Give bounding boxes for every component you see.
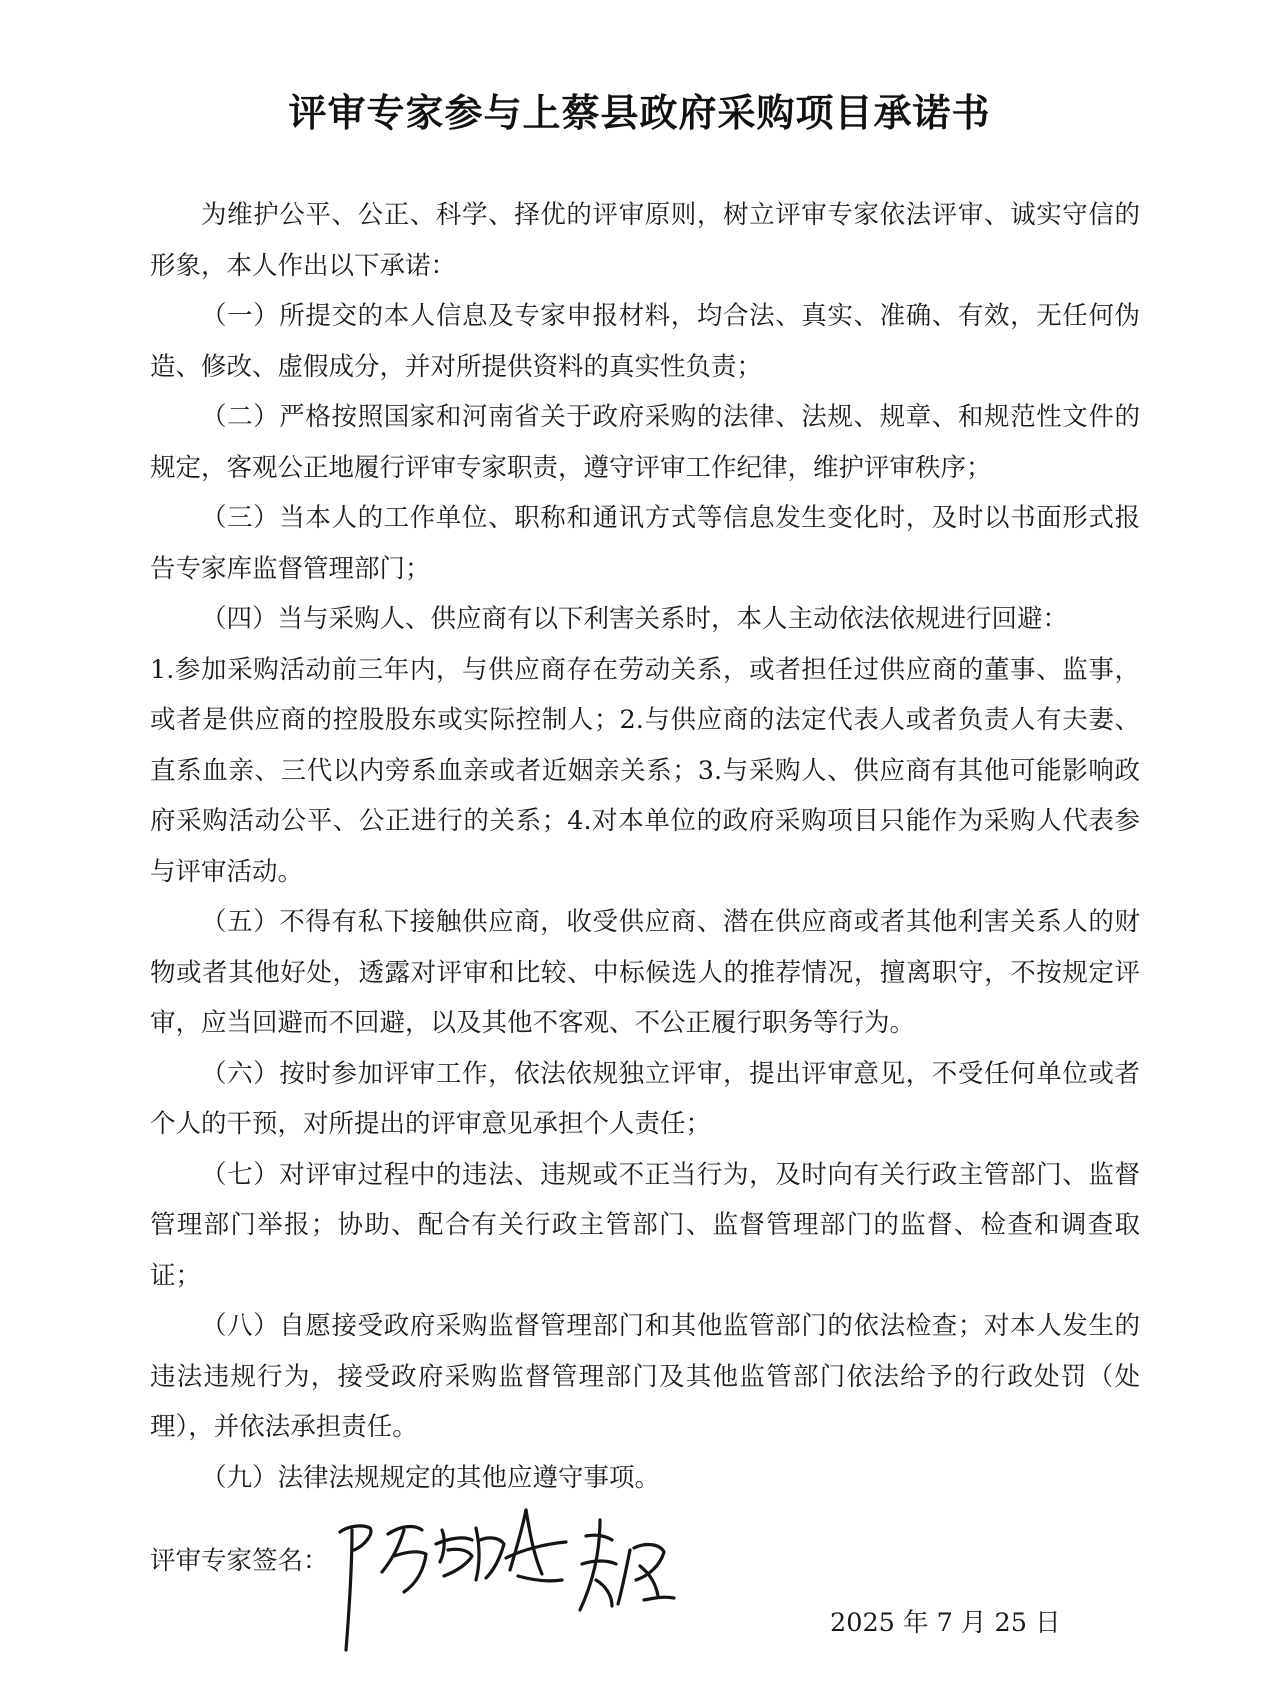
commitment-6: （六）按时参加评审工作，依法依规独立评审，提出评审意见，不受任何单位或者个人的干预，对所提出的评审意见承担个人责任； [150,1058,1140,1139]
handwritten-signature [330,1500,740,1660]
document-title: 评审专家参与上蔡县政府采购项目承诺书 [288,90,991,135]
commitment-8: （八）自愿接受政府采购监督管理部门和其他监管部门的依法检查；对本人发生的违法违规行为，接受政府采购监督管理部门及其他监管部门依法给予的行政处罚（处理），并依法承担责任。 [150,1311,1140,1442]
commitment-5: （五）不得有私下接触供应商，收受供应商、潜在供应商或者其他利害关系人的财物或者其他好处，透露对评审和比较、中标候选人的推荐情况，擅离职守，不按规定评审，应当回避而不回避，以及其他不客观、不公正履行职务等行为。 [150,907,1140,1038]
document-body [150,190,1140,1503]
commitment-9: （九）法律法规规定的其他应遵守事项。 [201,1462,661,1493]
signature-date: 2025 年 7 月 25 日 [830,1608,1061,1638]
commitment-1: （一）所提交的本人信息及专家申报材料，均合法、真实、准确、有效，无任何伪造、修改、虚假成分，并对所提供资料的真实性负责； [150,301,1140,382]
commitment-7: （七）对评审过程中的违法、违规或不正当行为，及时向有关行政主管部门、监督管理部门举报；协助、配合有关行政主管部门、监督管理部门的监督、检查和调查取证； [150,1159,1140,1291]
commitment-4: （四）当与采购人、供应商有以下利害关系时，本人主动依法依规进行回避： [201,604,1069,634]
intro-paragraph: 为维护公平、公正、科学、择优的评审原则，树立评审专家依法评审、诚实守信的形象，本人作出以下承诺： [150,200,1140,281]
commitment-3: （三）当本人的工作单位、职称和通讯方式等信息发生变化时，及时以书面形式报告专家库监督管理部门； [150,503,1140,584]
commitment-4-details: 1.参加采购活动前三年内，与供应商存在劳动关系，或者担任过供应商的董事、监事，或者是供应商的控股股东或实际控制人；2.与供应商的法定代表人或者负责人有夫妻、直系血亲、三代以内旁系血亲或者近姻亲关系；3.与采购人、供应商有其他可能影响政府采购活动公平、公正进行的关系；4.对本单位的政府采购项目只能作为采购人代表参与评审活动。 [150,654,1140,887]
signature-label: 评审专家签名： [150,1546,329,1576]
commitment-2: （二）严格按照国家和河南省关于政府采购的法律、法规、规章、和规范性文件的规定，客观公正地履行评审专家职责，遵守评审工作纪律，维护评审秩序； [150,402,1140,483]
